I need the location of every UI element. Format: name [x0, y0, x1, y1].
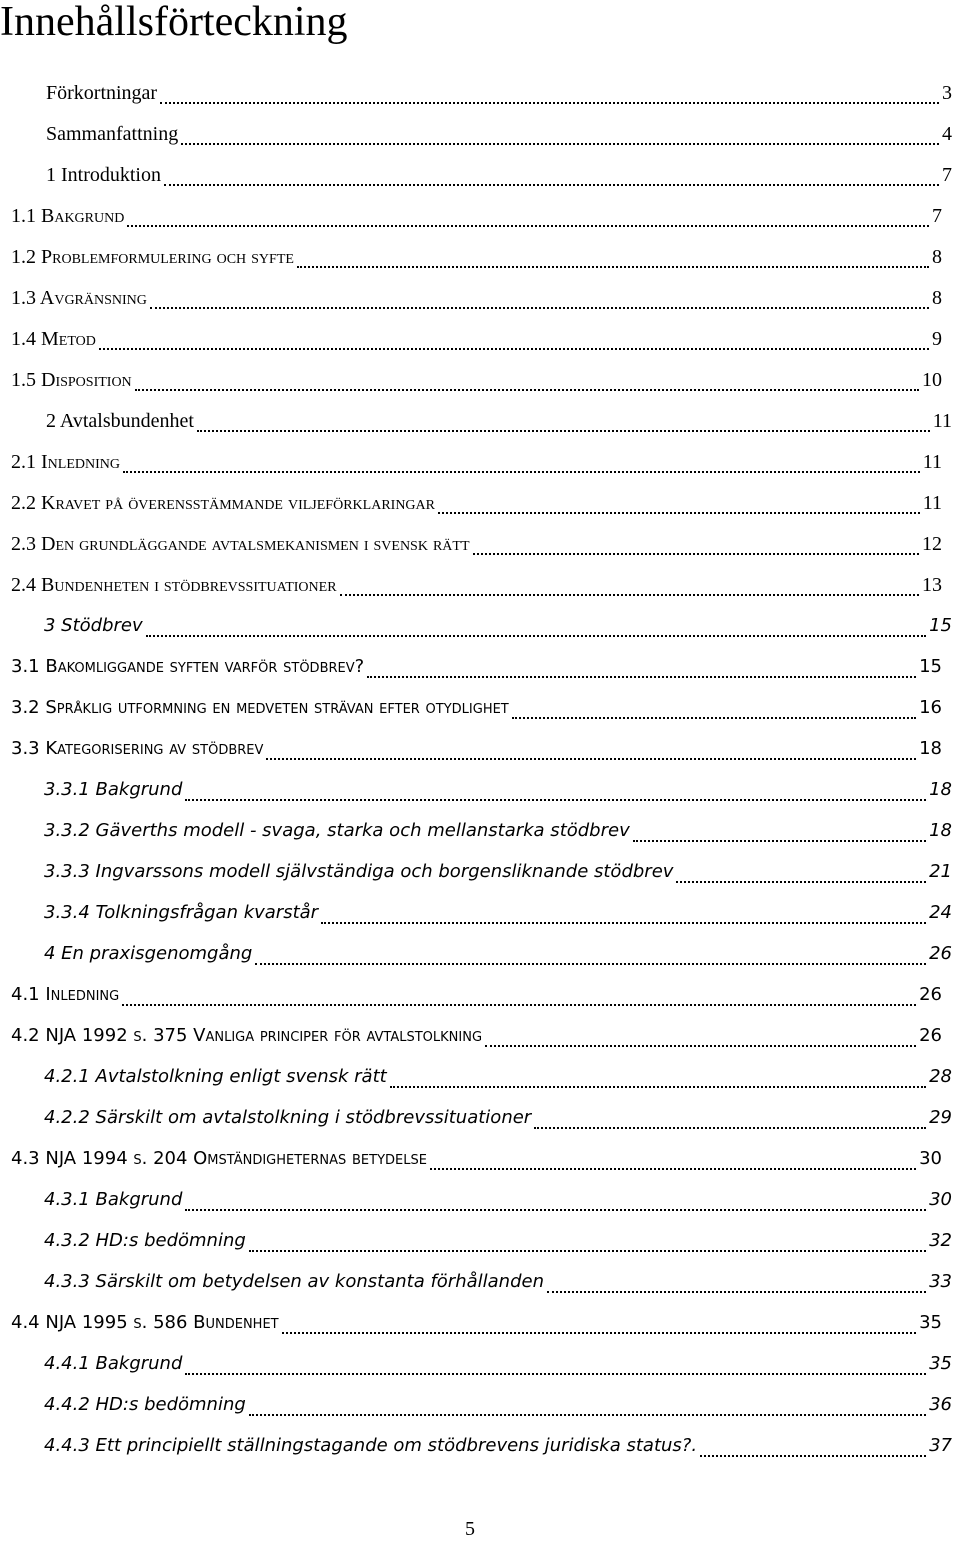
dot-leader [146, 635, 926, 637]
dot-leader [266, 758, 916, 760]
toc-entry[interactable]: 2 Avtalsbundenhet 11 [46, 410, 952, 432]
toc-entry[interactable]: 3.2 Språklig utformning en medveten strävan efter otydlighet 16 [11, 697, 942, 718]
dot-leader [297, 266, 929, 268]
toc-entry[interactable]: Sammanfattning 4 [46, 123, 952, 145]
dot-leader [485, 1045, 916, 1047]
dot-leader [249, 1414, 926, 1416]
toc-entry[interactable]: 3.3.4 Tolkningsfrågan kvarstår 24 [44, 902, 952, 923]
dot-leader [534, 1127, 926, 1129]
dot-leader [676, 881, 926, 883]
dot-leader [390, 1086, 926, 1088]
dot-leader [99, 348, 929, 350]
dot-leader [185, 799, 926, 801]
toc-entry[interactable]: 4.4 NJA 1995 s. 586 Bundenhet 35 [11, 1312, 942, 1333]
toc-entry[interactable]: 4.3 NJA 1994 s. 204 Omständigheternas betydelse 30 [11, 1148, 942, 1169]
toc-entry[interactable]: 4.2 NJA 1992 s. 375 Vanliga principer för avtalstolkning 26 [11, 1025, 942, 1046]
dot-leader [123, 471, 920, 473]
dot-leader [185, 1209, 926, 1211]
dot-leader [122, 1004, 916, 1006]
toc-entry[interactable]: 4.4.2 HD:s bedömning 36 [44, 1394, 952, 1415]
dot-leader [249, 1250, 926, 1252]
dot-leader [164, 184, 939, 186]
dot-leader [181, 143, 939, 145]
dot-leader [127, 225, 929, 227]
toc-entry[interactable]: 2.2 Kravet på överensstämmande viljeförklaringar 11 [11, 492, 942, 514]
page-number: 5 [465, 1518, 475, 1540]
dot-leader [135, 389, 919, 391]
toc-entry[interactable]: 4.4.1 Bakgrund 35 [44, 1353, 952, 1374]
dot-leader [340, 594, 919, 596]
dot-leader [197, 430, 930, 432]
toc-entry[interactable]: 4.1 Inledning 26 [11, 984, 942, 1005]
toc-entry[interactable]: 3 Stödbrev 15 [44, 615, 952, 636]
dot-leader [282, 1332, 916, 1334]
toc-entry[interactable]: 1.3 Avgränsning 8 [11, 287, 942, 309]
toc-entry[interactable]: 4 En praxisgenomgång 26 [44, 943, 952, 964]
toc-entry[interactable]: 4.3.2 HD:s bedömning 32 [44, 1230, 952, 1251]
toc-entry[interactable]: 1.2 Problemformulering och syfte 8 [11, 246, 942, 268]
toc-entry[interactable]: 1.4 Metod 9 [11, 328, 942, 350]
toc-entry[interactable]: 1 Introduktion 7 [46, 164, 952, 186]
toc-entry[interactable]: Förkortningar 3 [46, 82, 952, 104]
toc-entry[interactable]: 2.4 Bundenheten i stödbrevssituationer 13 [11, 574, 942, 596]
dot-leader [430, 1168, 916, 1170]
toc-entry[interactable]: 3.3.3 Ingvarssons modell självständiga och borgensliknande stödbrev 21 [44, 861, 952, 882]
dot-leader [185, 1373, 926, 1375]
dot-leader [473, 553, 919, 555]
toc-entry[interactable]: 3.1 Bakomliggande syften varför stödbrev? 15 [11, 656, 942, 677]
toc-entry[interactable]: 3.3 Kategorisering av stödbrev 18 [11, 738, 942, 759]
dot-leader [367, 676, 916, 678]
toc-entry[interactable]: 4.2.2 Särskilt om avtalstolkning i stödbrevssituationer 29 [44, 1107, 952, 1128]
toc-entry[interactable]: 1.1 Bakgrund 7 [11, 205, 942, 227]
dot-leader [438, 512, 920, 514]
dot-leader [160, 102, 939, 104]
toc-entry[interactable]: 2.3 Den grundläggande avtalsmekanismen i svensk rätt 12 [11, 533, 942, 555]
dot-leader [321, 922, 926, 924]
toc-entry[interactable]: 4.3.3 Särskilt om betydelsen av konstanta förhållanden 33 [44, 1271, 952, 1292]
dot-leader [255, 963, 926, 965]
toc-entry[interactable]: 3.3.1 Bakgrund 18 [44, 779, 952, 800]
toc-entry[interactable]: 4.2.1 Avtalstolkning enligt svensk rätt 28 [44, 1066, 952, 1087]
toc-entry[interactable]: 4.4.3 Ett principiellt ställningstagande om stödbrevens juridiska status?. 37 [44, 1435, 952, 1456]
dot-leader [512, 717, 916, 719]
dot-leader [547, 1291, 926, 1293]
dot-leader [633, 840, 926, 842]
toc-entry[interactable]: 1.5 Disposition 10 [11, 369, 942, 391]
page-title: Innehållsförteckning [0, 0, 348, 45]
toc-entry[interactable]: 3.3.2 Gäverths modell - svaga, starka och mellanstarka stödbrev 18 [44, 820, 952, 841]
dot-leader [150, 307, 929, 309]
toc-entry[interactable]: 4.3.1 Bakgrund 30 [44, 1189, 952, 1210]
dot-leader [700, 1455, 926, 1457]
toc-entry[interactable]: 2.1 Inledning 11 [11, 451, 942, 473]
